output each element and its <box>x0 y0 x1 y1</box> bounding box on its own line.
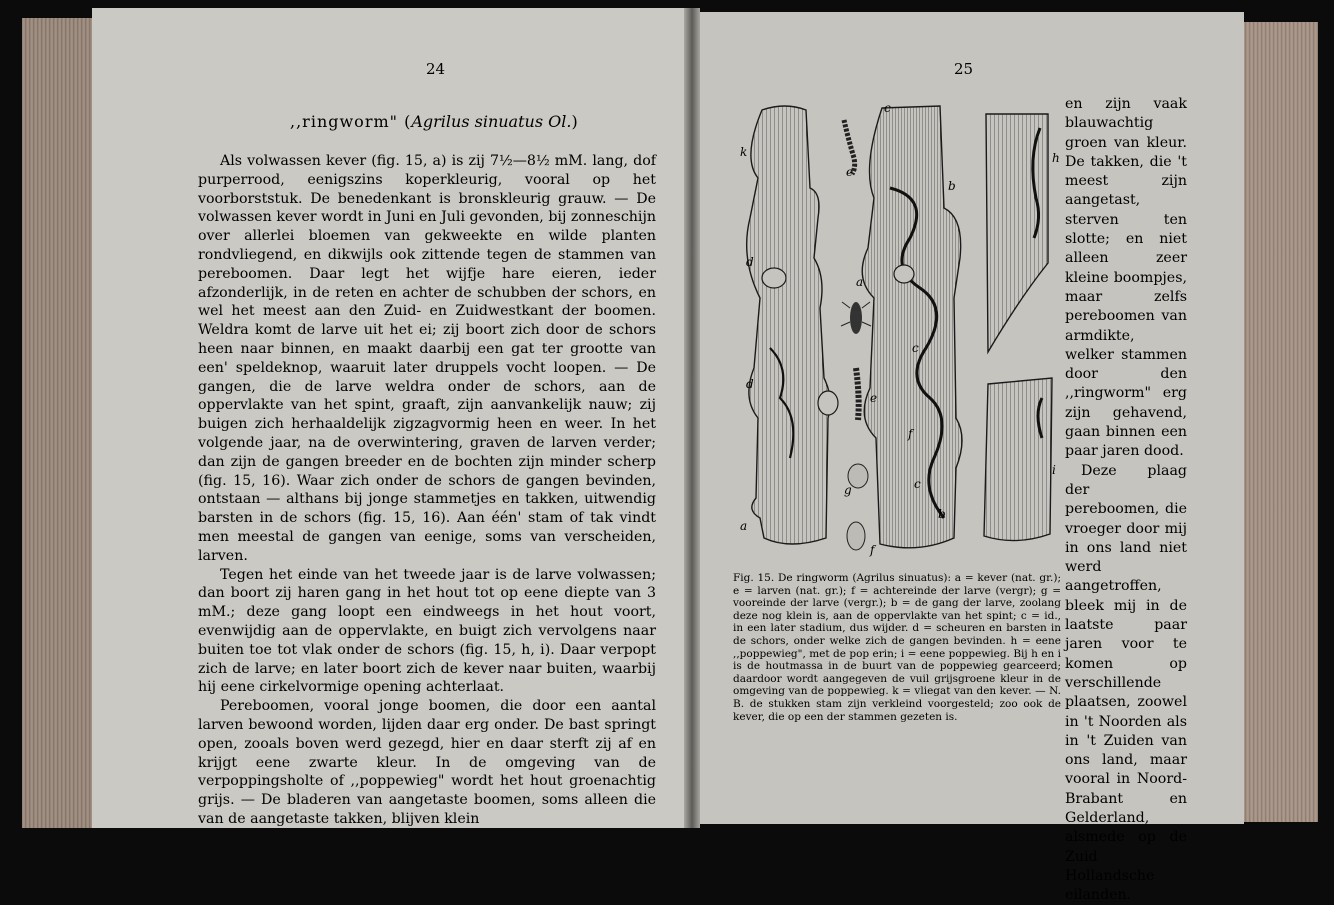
right-side-text <box>1065 95 1187 905</box>
fig-letter-b: b <box>938 507 946 521</box>
fig-letter-k: k <box>740 145 748 159</box>
stem-section-i <box>984 378 1052 541</box>
fig-letter-e: e <box>870 391 878 405</box>
fig-letter-c: c <box>914 477 921 491</box>
paragraph: Deze plaag der pereboomen, die vroeger door mij in ons land niet werd aangetroffen, bleek mij in de laatste paar jaren voor te komen op verschillende plaatsen, zoowel in 't Noorden als in 't Zuiden van ons land, maar vooral in Noord-Brabant en Gelderland, alsmede op de Zuid Hollandsche eilanden. <box>1065 462 1187 904</box>
stem-knot <box>762 268 786 288</box>
fig-letter-b: b <box>948 179 956 193</box>
larva-drawing <box>856 368 859 420</box>
larva-tail <box>847 522 865 550</box>
stem-middle <box>862 106 962 548</box>
section-heading <box>290 112 579 131</box>
left-body-text <box>198 152 656 829</box>
book-gutter <box>684 8 700 828</box>
figure-15-illustration <box>730 98 1065 568</box>
fig-letter-c: c <box>912 341 919 355</box>
fig-letter-a: a <box>856 275 864 289</box>
heading-suffix: ) <box>571 112 579 131</box>
stem-left <box>747 106 831 544</box>
heading-species: Agrilus sinuatus Ol. <box>411 112 572 131</box>
fig-letter-d: d <box>746 377 754 391</box>
stem-section-h <box>986 114 1048 352</box>
paragraph: Als volwassen kever (fig. 15, a) is zij 7½—8½ mM. lang, dof purperrood, eenigszins koperkleurig, vooral op het voorborststuk. De benedenkant is bronskleurig grauw. — De volwassen kever wordt in Juni en Juli gevonden, bij zonneschijn over allerlei bloemen van gekweekte en wilde planten rondvliegend, en dikwijls ook zittende tegen de stammen van pereboomen. Daar legt het wijfje hare eieren, ieder afzonderlijk, in de reten en achter de schubben der schors, en wel het meest aan den Zuid- en Zuidwestkant der boomen. Weldra komt de larve uit het ei; zij boort zich door de schors heen naar binnen, en maakt daarbij een gat ter grootte van een' speldeknop, waaruit later druppels vocht loopen. — De gangen, die de larve weldra onder de schors, aan de oppervlakte van het spint, graaft, zijn aanvankelijk nauw; zij buigen zich herhaaldelijk zigzagvormig heen en weer. In het volgende jaar, na de overwintering, graven de larven verder; dan zijn de gangen breeder en de bochten zijn minder scherp (fig. 15, 16). Waar zich onder de schors de gangen bevinden, ontstaan — althans bij jonge stammetjes en takken, uitwendig barsten in de schors (fig. 15, 16). Aan één' stam of tak vindt men meestal de gangen van eenige, soms van verscheiden, larven. <box>198 153 656 564</box>
stem-knot <box>818 391 838 415</box>
heading-prefix: ,,ringworm" ( <box>290 112 412 131</box>
figure-caption: Fig. 15. De ringworm (Agrilus sinuatus): a = kever (nat. gr.); e = larven (nat. gr.); f = achtereinde der larve (vergr); g = vooreinde der larve (vergr.); b = de gang der larve, zoolang deze nog klein is, aan de oppervlakte van het spint; c = id., in een later stadium, dus wijder. d = scheuren en barsten in de schors, onder welke zich de gangen bevinden. h = eene ,,poppewieg", met de pop erin; i = eene poppewieg. Bij h en i is de houtmassa in de buurt van de poppewieg gearceerd; daardoor wordt aangegeven de vuil grijsgroene kleur in de omgeving van de poppewieg. k = vliegat van den kever. — N. B. de stukken stam zijn verkleind voorgesteld; zoo ook de kever, die op een der stammen gezeten is. <box>733 572 1061 723</box>
paragraph: Tegen het einde van het tweede jaar is de larve volwassen; dan boort zij haren gang in het hout tot op eene diepte van 3 mM.; deze gang loopt een eindweegs in het hout voort, evenwijdig aan de oppervlakte, en buigt zich vervolgens naar buiten toe tot vlak onder de schors (fig. 15, h, i). Daar verpopt zich de larve; en later boort zich de kever naar buiten, waarbij hij eene cirkelvormige opening achterlaat. <box>198 566 656 696</box>
fig-letter-f: f <box>870 543 875 557</box>
fig-letter-e: e <box>846 165 854 179</box>
fig-letter-g: g <box>844 483 852 497</box>
paragraph: Pereboomen, vooral jonge boomen, die door een aantal larven bewoond worden, lijden daar erg onder. De bast springt open, zooals boven werd gezegd, hier en daar sterft zij af en krijgt eene zwarte kleur. In de omgeving van de verpoppingsholte of ,,poppewieg" wordt het hout groenachtig grijs. — De bladeren van aangetaste boomen, soms alleen die van de aangetaste takken, blijven klein <box>198 698 656 827</box>
beetle-drawing <box>850 302 862 334</box>
fig-letter-d: d <box>746 255 754 269</box>
fig-letter-h: h <box>1052 151 1060 165</box>
stem-knot <box>894 265 914 283</box>
fig-letter-a: a <box>740 519 748 533</box>
page-number-left: 24 <box>426 60 446 78</box>
paragraph: en zijn vaak blauwachtig groen van kleur. De takken, die 't meest zijn aangetast, sterven ten slotte; en niet alleen zeer kleine boompjes, maar zelfs pereboomen van armdikte, welker stammen door den ,,ringworm" erg zijn gehavend, gaan binnen een paar jaren dood. <box>1065 96 1187 460</box>
page-number-right: 25 <box>954 60 974 78</box>
fig-letter-i: i <box>1052 463 1056 477</box>
fig-letter-f: f <box>908 427 913 441</box>
fig-letter-c: c <box>884 101 891 115</box>
figure-15 <box>730 98 1065 568</box>
